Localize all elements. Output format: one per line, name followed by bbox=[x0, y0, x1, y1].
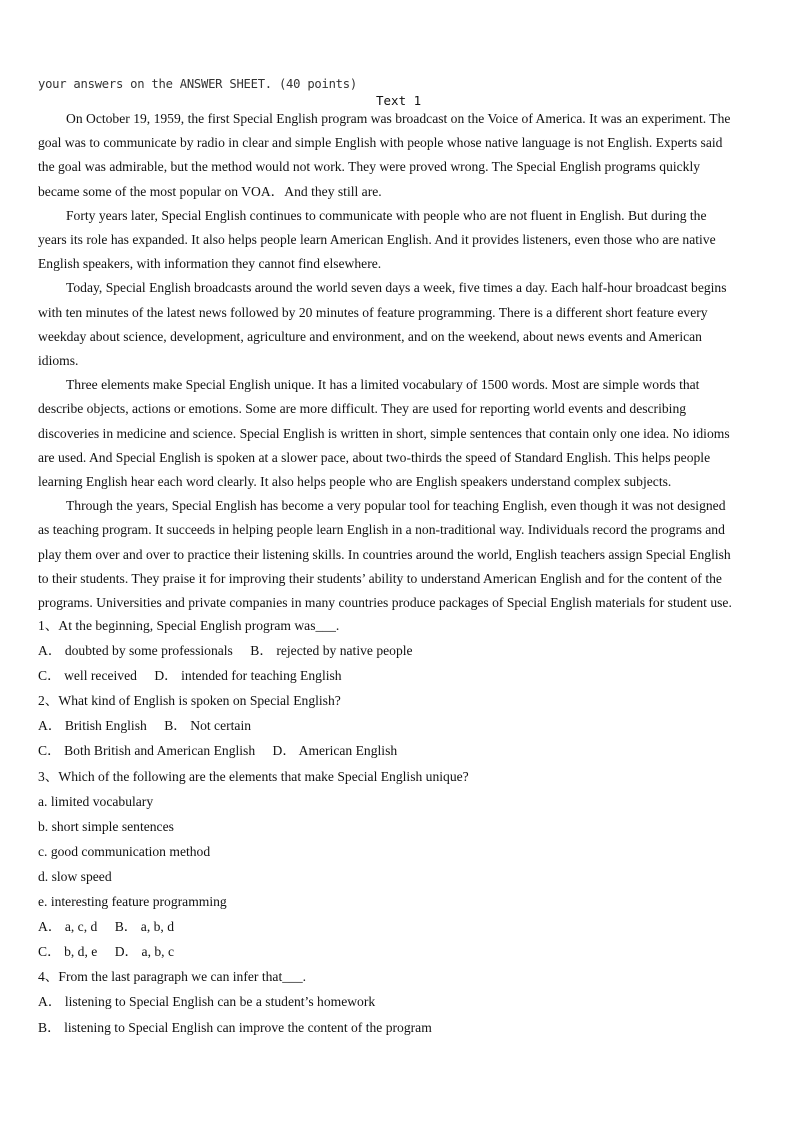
passage-paragraph-4 bbox=[38, 373, 758, 494]
option-text: British English bbox=[64, 718, 147, 734]
passage-line: Three elements make Special English unique. It has a limited vocabulary of 1500 words. Most are simple words that bbox=[66, 377, 700, 393]
passage-line: On October 19, 1959, the first Special English program was broadcast on the Voice of America. It was an experiment. The bbox=[66, 111, 731, 126]
option-letter: B． bbox=[164, 718, 187, 734]
option-text: a, c, d bbox=[64, 919, 98, 935]
passage-line: became some of the most popular on VOA．And they still are. bbox=[38, 183, 382, 199]
option-text: a, b, d bbox=[140, 919, 175, 935]
question-1-options-row-1 bbox=[38, 638, 758, 663]
passage-paragraph-2 bbox=[38, 204, 758, 277]
question-list bbox=[38, 613, 758, 1040]
question-4-option-a bbox=[38, 989, 758, 1014]
passage-line: learning English hear each word clearly. It also helps people who are English speakers understand complex subjects. bbox=[38, 474, 672, 490]
reading-passage bbox=[38, 107, 758, 615]
option-letter: C． bbox=[38, 668, 61, 684]
passage-line: Today, Special English broadcasts around the world seven days a week, five times a day. Each half-hour broadcast begins bbox=[66, 280, 727, 296]
option-text: doubted by some professionals bbox=[64, 643, 233, 659]
option-text: listening to Special English can be a student’s homework bbox=[64, 994, 376, 1010]
passage-line: weekday about science, development, agriculture and environment, and on the weekend, about news events and American bbox=[38, 328, 702, 344]
option-letter: B． bbox=[250, 643, 273, 659]
passage-line: years its role has expanded. It also helps people learn American English. And it provides listeners, even those who are native bbox=[38, 232, 716, 248]
question-3-item: d. slow speed bbox=[38, 868, 112, 884]
option-letter: A． bbox=[38, 718, 62, 734]
question-3-stem: 3、Which of the following are the elements that make Special English unique? bbox=[38, 768, 469, 784]
passage-line: programs. Universities and private companies in many countries produce packages of Special English materials for student use. bbox=[38, 595, 732, 611]
question-1-stem: 1、At the beginning, Special English program was___. bbox=[38, 618, 340, 633]
option-text: b, d, e bbox=[64, 944, 98, 960]
option-text: listening to Special English can improve the content of the program bbox=[64, 1019, 432, 1035]
question-3-item: e. interesting feature programming bbox=[38, 894, 227, 910]
question-2-stem: 2、What kind of English is spoken on Special English? bbox=[38, 693, 341, 709]
question-3-item: a. limited vocabulary bbox=[38, 793, 154, 809]
passage-line: Forty years later, Special English continues to communicate with people who are not fluent in English. But during the bbox=[66, 207, 707, 223]
passage-line: are used. And Special English is spoken at a slower pace, about two-thirds the speed of Standard English. This helps people bbox=[38, 449, 711, 465]
option-text: rejected by native people bbox=[276, 643, 413, 659]
question-2-options-row-1 bbox=[38, 713, 758, 738]
passage-line: to their students. They praise it for improving their students’ ability to understand American English and for the content of the bbox=[38, 570, 722, 586]
option-letter: A． bbox=[38, 643, 62, 659]
option-text: well received bbox=[64, 668, 137, 684]
passage-line: play them over and over to practice their listening skills. In countries around the world, English teachers assign Special English bbox=[38, 546, 731, 562]
passage-line: Through the years, Special English has become a very popular tool for teaching English, even though it was not designed bbox=[66, 498, 726, 514]
text-heading: Text 1 bbox=[376, 93, 422, 108]
passage-line: English speakers, with information they cannot find elsewhere. bbox=[38, 256, 382, 272]
section-instruction: your answers on the ANSWER SHEET. (40 points) bbox=[38, 77, 357, 91]
passage-line: as teaching program. It succeeds in helping people learn English in a non-traditional way. Individuals record the programs and bbox=[38, 522, 725, 538]
question-3-item: c. good communication method bbox=[38, 843, 211, 859]
question-3-options-row-1 bbox=[38, 914, 758, 939]
question-2-options-row-2 bbox=[38, 738, 758, 763]
passage-line: discoveries in medicine and science. Special English is written in short, simple sentences that contain only one idea. No idioms bbox=[38, 425, 730, 441]
passage-paragraph-1 bbox=[38, 107, 758, 204]
option-letter: C． bbox=[38, 743, 61, 759]
option-letter: B． bbox=[38, 1019, 61, 1035]
option-text: Not certain bbox=[190, 718, 252, 734]
option-letter: B． bbox=[114, 919, 138, 935]
option-text: intended for teaching English bbox=[181, 668, 342, 684]
option-letter: D． bbox=[114, 944, 139, 960]
option-letter: A． bbox=[38, 919, 62, 935]
option-text: American English bbox=[298, 743, 398, 759]
passage-line: goal was to communicate by radio in clear and simple English with people whose native language is not English. Experts said bbox=[38, 135, 723, 151]
passage-line: describe objects, actions or emotions. Some are more difficult. They are used for reporting world events and describing bbox=[38, 401, 687, 417]
option-letter: D． bbox=[272, 743, 296, 759]
option-text: a, b, c bbox=[141, 944, 175, 960]
passage-line: idioms. bbox=[38, 353, 79, 369]
option-letter: A． bbox=[38, 994, 62, 1010]
passage-line: with ten minutes of the latest news followed by 20 minutes of feature programming. There is a different short feature every bbox=[38, 304, 708, 320]
question-4-stem: 4、From the last paragraph we can infer that___. bbox=[38, 969, 307, 985]
option-letter: D． bbox=[154, 668, 178, 684]
question-1-options-row-2 bbox=[38, 663, 758, 688]
option-letter: C． bbox=[38, 944, 61, 960]
passage-paragraph-5 bbox=[38, 494, 758, 615]
question-4-option-b bbox=[38, 1015, 758, 1040]
question-3-item: b. short simple sentences bbox=[38, 818, 174, 834]
option-text: Both British and American English bbox=[64, 743, 256, 759]
question-3-options-row-2 bbox=[38, 939, 758, 964]
passage-paragraph-3 bbox=[38, 276, 758, 373]
passage-line: the goal was admirable, but the method would not work. They were proved wrong. The Special English programs quickly bbox=[38, 159, 701, 175]
